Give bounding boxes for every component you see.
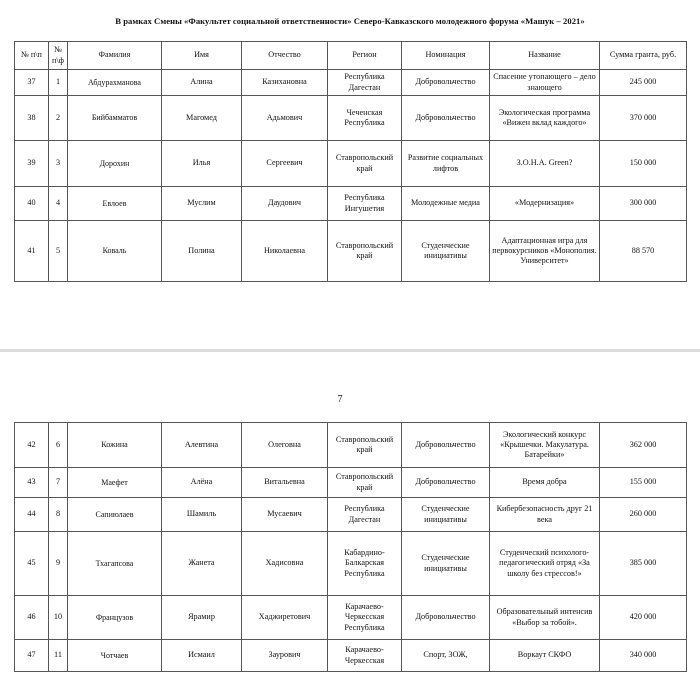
nomination-cell: Развитие социальных лифтов xyxy=(402,141,490,187)
region-cell: Ставропольский край xyxy=(328,141,402,187)
nomination-cell: Добровольчество xyxy=(402,468,490,498)
first-name-cell: Алёна xyxy=(162,468,242,498)
first-name-cell: Ярамир xyxy=(162,596,242,640)
project-title-cell: Время добра xyxy=(490,468,600,498)
sub-index-cell: 3 xyxy=(49,141,68,187)
project-title-cell: З.О.Н.А. Green? xyxy=(490,141,600,187)
header-cell-project-title: Название xyxy=(490,42,600,70)
header-cell-sub-index: № п\ф xyxy=(49,42,68,70)
nomination-cell: Добровольчество xyxy=(402,423,490,468)
project-title-cell: Образовательный интенсив «Выбор за тобой». xyxy=(490,596,600,640)
surname-cell: Евлоев xyxy=(68,187,162,221)
table-row xyxy=(15,423,687,468)
surname-cell: Тхагапсова xyxy=(68,532,162,596)
document-title: В рамках Смены «Факультет социальной ответственности» Северо-Кавказского молодежного форума «Машук – 2021» xyxy=(115,16,585,26)
header-cell-patronymic: Отчество xyxy=(242,42,328,70)
region-cell: Карачаево-Черкесская Республика xyxy=(328,596,402,640)
table-header-row xyxy=(15,42,687,70)
project-title-cell: Адаптационная игра для первокурсников «Монополия. Университет» xyxy=(490,221,600,282)
index-cell: 39 xyxy=(15,141,49,187)
table-row xyxy=(15,532,687,596)
page-number: 7 xyxy=(337,394,343,405)
index-cell: 43 xyxy=(15,468,49,498)
region-cell: Ставропольский край xyxy=(328,221,402,282)
table-row xyxy=(15,96,687,141)
grant-amount-cell: 300 000 xyxy=(600,187,687,221)
region-cell: Республика Дагестан xyxy=(328,498,402,532)
surname-cell: Дорохин xyxy=(68,141,162,187)
region-cell: Чеченская Республика xyxy=(328,96,402,141)
surname-cell: Сапиюлаев xyxy=(68,498,162,532)
index-cell: 47 xyxy=(15,640,49,672)
patronymic-cell: Заурович xyxy=(242,640,328,672)
index-cell: 38 xyxy=(15,96,49,141)
table-row xyxy=(15,187,687,221)
index-cell: 41 xyxy=(15,221,49,282)
region-cell: Ставропольский край xyxy=(328,423,402,468)
surname-cell: Коваль xyxy=(68,221,162,282)
grant-amount-cell: 245 000 xyxy=(600,70,687,96)
patronymic-cell: Хаджиретович xyxy=(242,596,328,640)
index-cell: 42 xyxy=(15,423,49,468)
sub-index-cell: 1 xyxy=(49,70,68,96)
header-cell-nomination: Номинация xyxy=(402,42,490,70)
header-cell-surname: Фамилия xyxy=(68,42,162,70)
index-cell: 45 xyxy=(15,532,49,596)
patronymic-cell: Олеговна xyxy=(242,423,328,468)
index-cell: 46 xyxy=(15,596,49,640)
grant-amount-cell: 385 000 xyxy=(600,532,687,596)
surname-cell: Чотчаев xyxy=(68,640,162,672)
grants-table-bottom xyxy=(14,422,687,672)
table-body-top xyxy=(15,70,687,282)
first-name-cell: Муслим xyxy=(162,187,242,221)
grant-amount-cell: 260 000 xyxy=(600,498,687,532)
region-cell: Карачаево-Черкесская xyxy=(328,640,402,672)
header-cell-region: Регион xyxy=(328,42,402,70)
table-row xyxy=(15,221,687,282)
patronymic-cell: Мусаевич xyxy=(242,498,328,532)
sub-index-cell: 4 xyxy=(49,187,68,221)
patronymic-cell: Хадисовна xyxy=(242,532,328,596)
region-cell: Ставропольский край xyxy=(328,468,402,498)
sub-index-cell: 8 xyxy=(49,498,68,532)
project-title-cell: Спасение утопающего – дело знающего xyxy=(490,70,600,96)
sub-index-cell: 7 xyxy=(49,468,68,498)
table-row xyxy=(15,70,687,96)
project-title-cell: Экологическая программа «Вижен вклад каждого» xyxy=(490,96,600,141)
first-name-cell: Жанета xyxy=(162,532,242,596)
table-row xyxy=(15,596,687,640)
index-cell: 44 xyxy=(15,498,49,532)
grant-amount-cell: 362 000 xyxy=(600,423,687,468)
surname-cell: Абдурахманова xyxy=(68,70,162,96)
nomination-cell: Добровольчество xyxy=(402,596,490,640)
surname-cell: Бийбамматов xyxy=(68,96,162,141)
first-name-cell: Илья xyxy=(162,141,242,187)
sub-index-cell: 11 xyxy=(49,640,68,672)
sub-index-cell: 2 xyxy=(49,96,68,141)
region-cell: Республика Ингушетия xyxy=(328,187,402,221)
first-name-cell: Алина xyxy=(162,70,242,96)
grant-amount-cell: 150 000 xyxy=(600,141,687,187)
nomination-cell: Добровольчество xyxy=(402,70,490,96)
surname-cell: Французов xyxy=(68,596,162,640)
patronymic-cell: Казихановна xyxy=(242,70,328,96)
table-body-bottom xyxy=(15,423,687,672)
table-row xyxy=(15,640,687,672)
grant-amount-cell: 88 570 xyxy=(600,221,687,282)
project-title-cell: «Модернизация» xyxy=(490,187,600,221)
table-row xyxy=(15,141,687,187)
grant-amount-cell: 420 000 xyxy=(600,596,687,640)
patronymic-cell: Адьмович xyxy=(242,96,328,141)
grant-amount-cell: 340 000 xyxy=(600,640,687,672)
table-row xyxy=(15,498,687,532)
region-cell: Кабардино-Балкарская Республика xyxy=(328,532,402,596)
first-name-cell: Полина xyxy=(162,221,242,282)
grant-amount-cell: 370 000 xyxy=(600,96,687,141)
nomination-cell: Студенческие инициативы xyxy=(402,221,490,282)
project-title-cell: Экологический конкурс «Крышечки. Макулатура. Батарейки» xyxy=(490,423,600,468)
grants-table-top xyxy=(14,41,687,282)
project-title-cell: Кибербезопасность друг 21 века xyxy=(490,498,600,532)
patronymic-cell: Даудович xyxy=(242,187,328,221)
patronymic-cell: Витальевна xyxy=(242,468,328,498)
header-cell-name: Имя xyxy=(162,42,242,70)
first-name-cell: Магомед xyxy=(162,96,242,141)
patronymic-cell: Сергеевич xyxy=(242,141,328,187)
patronymic-cell: Николаевна xyxy=(242,221,328,282)
project-title-cell: Студенческий психолого-педагогический отряд «За школу без стрессов!» xyxy=(490,532,600,596)
project-title-cell: Воркаут СКФО xyxy=(490,640,600,672)
sub-index-cell: 9 xyxy=(49,532,68,596)
surname-cell: Кожина xyxy=(68,423,162,468)
first-name-cell: Исмаил xyxy=(162,640,242,672)
grant-amount-cell: 155 000 xyxy=(600,468,687,498)
index-cell: 37 xyxy=(15,70,49,96)
nomination-cell: Спорт, ЗОЖ, xyxy=(402,640,490,672)
header-cell-index: № п\п xyxy=(15,42,49,70)
table-row xyxy=(15,468,687,498)
nomination-cell: Молодежные медиа xyxy=(402,187,490,221)
nomination-cell: Студенческие инициативы xyxy=(402,532,490,596)
sub-index-cell: 10 xyxy=(49,596,68,640)
first-name-cell: Алевтина xyxy=(162,423,242,468)
nomination-cell: Добровольчество xyxy=(402,96,490,141)
index-cell: 40 xyxy=(15,187,49,221)
sub-index-cell: 5 xyxy=(49,221,68,282)
header-cell-grant-amount: Сумма гранта, руб. xyxy=(600,42,687,70)
first-name-cell: Шамиль xyxy=(162,498,242,532)
region-cell: Республика Дагестан xyxy=(328,70,402,96)
nomination-cell: Студенческие инициативы xyxy=(402,498,490,532)
sub-index-cell: 6 xyxy=(49,423,68,468)
surname-cell: Маефет xyxy=(68,468,162,498)
